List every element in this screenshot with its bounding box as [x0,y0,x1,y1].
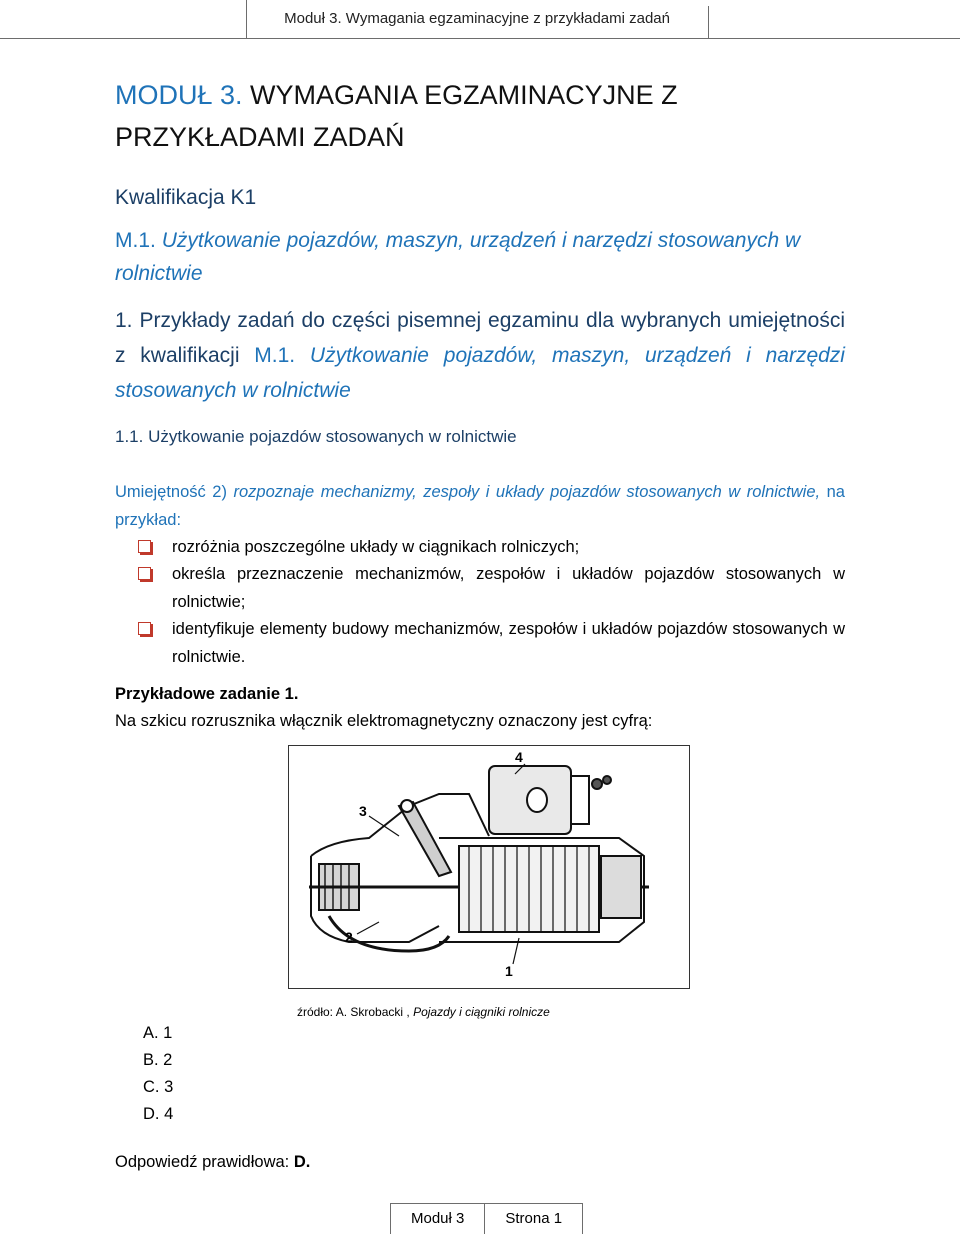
footer-module: Moduł 3 [411,1210,465,1227]
option-a: A. 1 [143,1024,173,1042]
figure-source [297,1005,550,1019]
list-item-text: określa przeznaczenie mechanizmów, zespołów i układów pojazdów stosowanych w rolnictwie; [172,565,845,611]
title-module: MODUŁ 3. [115,80,243,110]
section-1-lead: 1. Przykłady zadań do części pisemnej egzaminu dla wybranych umiejętności z kwalifikacji [115,309,845,367]
correct-answer [115,1153,310,1172]
task-title: Przykładowe zadanie 1. [115,685,299,703]
figure-label-1: 1 [505,963,513,979]
section-1-1-heading: 1.1. Użytkowanie pojazdów stosowanych w rolnictwie [115,427,517,446]
header-rule [0,38,960,39]
answer-label: Odpowiedź prawidłowa: [115,1153,290,1171]
running-header: Moduł 3. Wymagania egzaminacyjne z przykładami zadań [284,10,670,27]
section-1-heading [115,303,845,408]
section-1-name: Użytkowanie pojazdów, maszyn, urządzeń i narzędzi stosowanych w rolnictwie [115,344,845,402]
list-item-text: rozróżnia poszczególne układy w ciągnikach rolniczych; [172,538,580,556]
figure-label-3: 3 [359,803,367,819]
title-text: WYMAGANIA EGZAMINACYJNE Z PRZYKŁADAMI ZADAŃ [115,80,678,152]
checkbox-bullet-icon [138,540,151,553]
page-title [115,74,855,158]
list-item-text: identyfikuje elementy budowy mechanizmów, zespołów i układów pojazdów stosowanych w rolnictwie. [172,620,845,666]
checkbox-bullet-icon [138,622,151,635]
skill-description [115,478,845,534]
footer-page-number: Strona 1 [505,1210,563,1227]
figure-label-2: 2 [345,929,353,945]
skill-lead: Umiejętność 2) [115,483,227,501]
skill-tail: na przykład: [115,483,845,529]
header-divider-left [246,0,247,39]
figure-label-4: 4 [515,749,523,765]
task-question: Na szkicu rozrusznika włącznik elektromagnetyczny oznaczony jest cyfrą: [115,712,653,730]
starter-motor-figure [288,745,690,989]
option-c: C. 3 [143,1078,174,1096]
checkbox-bullet-icon [138,567,151,580]
qualification-part [115,224,815,290]
starter-motor-drawing [289,746,689,988]
part-name: Użytkowanie pojazdów, maszyn, urządzeń i narzędzi stosowanych w rolnictwie [115,229,801,285]
answer-value: D. [293,1153,311,1171]
part-code: M.1. [115,229,156,252]
skill-italic: rozpoznaje mechanizmy, zespoły i układy pojazdów stosowanych w rolnictwie, [233,483,821,501]
list-item [138,533,845,561]
source-prefix: źródło: A. Skrobacki , [297,1005,410,1019]
option-d: D. 4 [143,1105,174,1123]
qualification-heading: Kwalifikacja K1 [115,186,257,209]
page-footer [390,1203,583,1234]
list-item [138,560,845,616]
header-divider-right [708,6,709,39]
section-1-code: M.1. [254,344,296,367]
list-item [138,615,845,671]
source-title: Pojazdy i ciągniki rolnicze [413,1005,550,1019]
option-b: B. 2 [143,1051,173,1069]
